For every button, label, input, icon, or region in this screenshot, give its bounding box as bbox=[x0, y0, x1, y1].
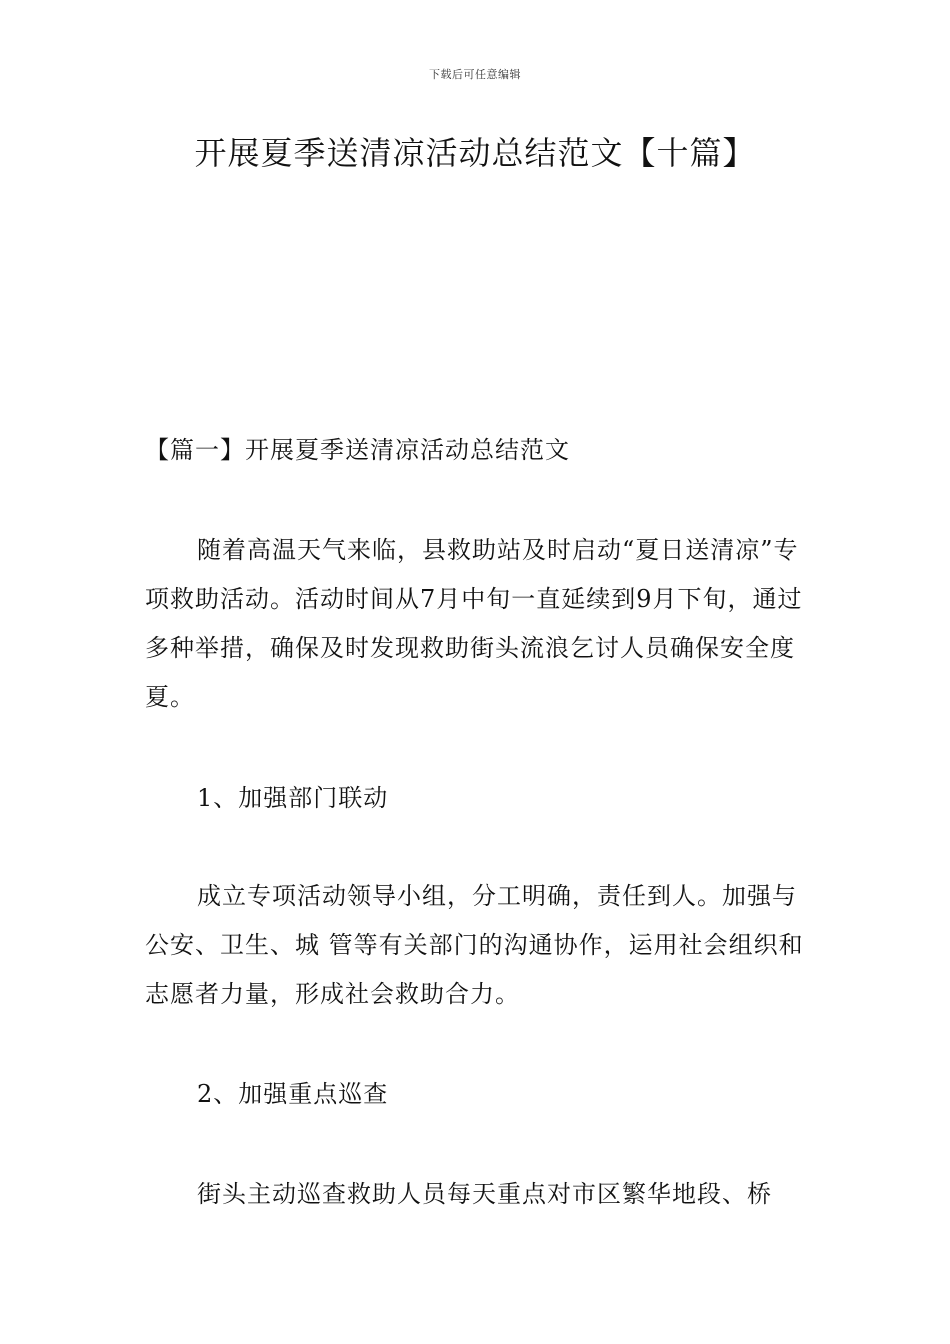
item-1-heading: 1、加强部门联动 bbox=[197, 784, 389, 812]
section-heading: 【篇一】开展夏季送清凉活动总结范文 bbox=[145, 436, 570, 464]
paragraph-1: 随着高温天气来临，县救助站及时启动“夏日送清凉”专项救助活动。活动时间从7月中旬一直延续到9月下旬，通过多种举措，确保及时发现救助街头流浪乞讨人员确保安全度夏。 bbox=[145, 536, 803, 711]
paragraph-2: 成立专项活动领导小组，分工明确，责任到人。加强与公安、卫生、城 管等有关部门的沟通协作，运用社会组织和志愿者力量，形成社会救助合力。 bbox=[145, 882, 804, 1008]
item-2-heading: 2、加强重点巡查 bbox=[197, 1080, 389, 1108]
document-title: 开展夏季送清凉活动总结范文【十篇】 bbox=[194, 134, 756, 172]
paragraph-3: 街头主动巡查救助人员每天重点对市区繁华地段、桥 bbox=[197, 1180, 772, 1208]
header-note: 下载后可任意编辑 bbox=[429, 68, 521, 81]
